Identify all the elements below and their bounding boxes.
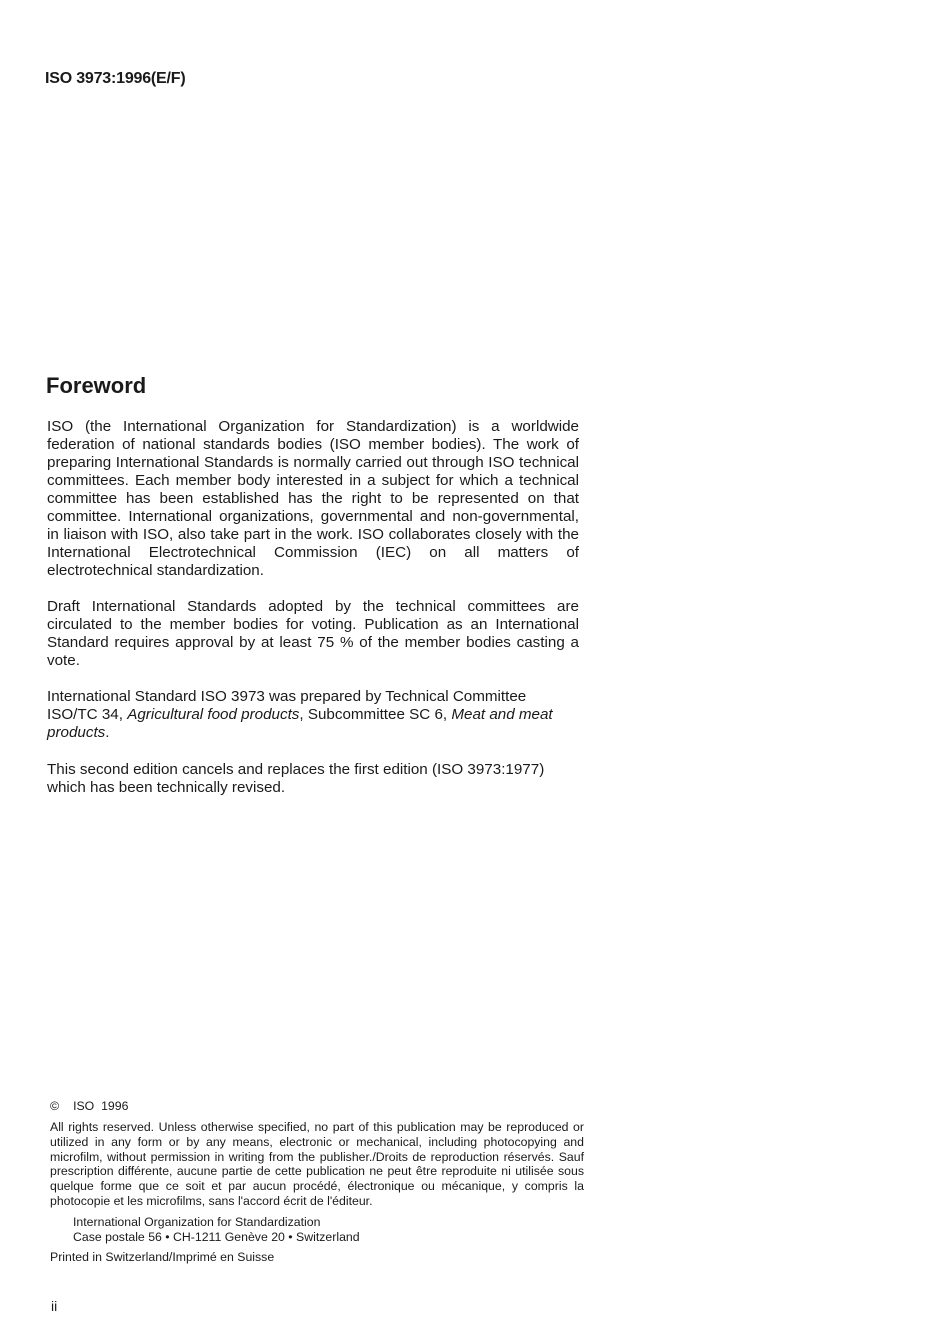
page-number: ii [51,1298,58,1314]
copyright-icon: © [50,1099,60,1113]
foreword-paragraph-2: Draft International Standards adopted by the technical committees are circulated to the member bodies for voting. Publication as an International Standard requires approval by at least 75 % of the member bodies casting a vote. [47,598,579,669]
copyright-line [50,1099,128,1114]
publisher-postal-address: Case postale 56 • CH-1211 Genève 20 • Switzerland [73,1229,360,1244]
rights-notice: All rights reserved. Unless otherwise specified, no part of this publication may be reproduced or utilized in any form or by any means, electronic or mechanical, including photocopying and microfilm, without permission in writing from the publisher./Droits de reproduction réservés. Sauf prescription différente, aucune partie de cette publication ne peut être reproduite ni utilisée sous quelque forme que ce soit et par aucun procédé, électronique ou mécanique, y compris la photocopie et les microfilms, sans l'accord écrit de l'éditeur. [50,1120,584,1208]
paragraph-3-text-b: , Subcommittee SC 6, [299,706,452,723]
printed-in-notice: Printed in Switzerland/Imprimé en Suisse [50,1250,275,1264]
foreword-paragraph-4: This second edition cancels and replaces the first edition (ISO 3973:1977) which has been technically revised. [47,761,545,796]
paragraph-3-text-c: . [105,724,110,741]
publisher-name: International Organization for Standardization [73,1215,321,1229]
paragraph-3-text-a: International Standard ISO 3973 was prepared by Technical Committee ISO/TC 34, [47,688,527,723]
publisher-address [73,1215,360,1245]
committee-name: Agricultural food products [127,706,300,723]
document-id: ISO 3973:1996(E/F) [45,70,186,87]
copyright-holder-year: ISO 1996 [73,1099,129,1113]
subcommittee-name: Meat and meat products [47,706,553,741]
foreword-paragraph-3 [47,688,579,742]
foreword-title: Foreword [46,373,147,398]
foreword-paragraph-1: ISO (the International Organization for Standardization) is a worldwide federation of national standards bodies (ISO member bodies). The work of preparing International Standards is normally carried out through ISO technical committees. Each member body interested in a subject for which a technical committee has been established has the right to be represented on that committee. International organizations, governmental and non-governmental, in liaison with ISO, also take part in the work. ISO collaborates closely with the International Electrotechnical Commission (IEC) on all matters of electrotechnical standardization. [47,418,579,579]
